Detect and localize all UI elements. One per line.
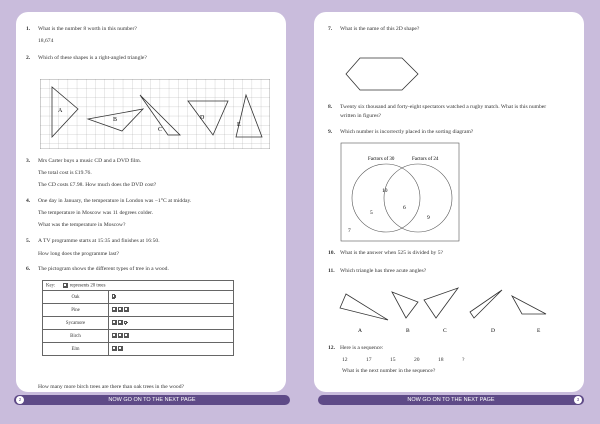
svg-text:D: D <box>491 328 495 334</box>
tree-icon <box>63 283 68 288</box>
key-label: Key: <box>46 283 56 289</box>
question-11: 11. Which triangle has three acute angles? <box>328 268 427 274</box>
sequence-item: 15 <box>390 357 396 363</box>
tree-icon <box>112 320 117 325</box>
svg-text:A: A <box>358 328 362 334</box>
svg-text:D: D <box>200 115 205 121</box>
svg-text:B: B <box>113 117 118 123</box>
tree-icon <box>118 333 123 338</box>
question-8: 8. Twenty six thousand and forty-eight spectators watched a rugby match. What is this number <box>328 104 547 110</box>
q5-line-2: How long does the programme last? <box>38 251 119 257</box>
triangle-d <box>470 290 502 318</box>
key-text: represents 20 trees <box>69 283 106 289</box>
right-page <box>314 12 584 392</box>
pictogram-table <box>42 280 234 356</box>
q12-line-2: What is the next number in the sequence? <box>342 368 436 374</box>
row-icons <box>109 291 234 304</box>
svg-text:5: 5 <box>370 210 373 216</box>
question-2: 2. Which of these shapes is a right-angled triangle? <box>26 55 147 61</box>
row-icons <box>109 330 234 343</box>
question-6: 6. The pictogram shows the different types of tree in a wood. <box>26 266 169 272</box>
triangle-e <box>512 296 546 314</box>
table-row <box>43 317 234 330</box>
footer-left <box>14 395 290 405</box>
hexagon-shape <box>344 54 424 94</box>
row-icons <box>109 317 234 330</box>
tree-icon <box>124 307 129 312</box>
sequence-item: 17 <box>366 357 372 363</box>
q6-question: How many more birch trees are there than oak trees in the wood? <box>38 384 185 390</box>
svg-text:B: B <box>406 328 410 334</box>
page-number: 2 <box>16 396 24 404</box>
svg-text:C: C <box>158 127 163 133</box>
question-10: 10. What is the answer when 525 is divided by 5? <box>328 250 443 256</box>
sequence-item: 20 <box>414 357 420 363</box>
tree-icon <box>112 333 117 338</box>
footer-text: NOW GO ON TO THE NEXT PAGE <box>108 397 196 403</box>
question-3: 3. Mrs Carter buys a music CD and a DVD film. <box>26 158 142 164</box>
triangle-grid <box>40 79 270 149</box>
triangle-a <box>340 294 388 320</box>
sequence-item: 18 <box>438 357 444 363</box>
svg-text:A: A <box>58 108 63 114</box>
sequence-row <box>342 357 486 364</box>
table-row <box>43 304 234 317</box>
question-5: 5. A TV programme starts at 15:35 and finishes at 16:50. <box>26 238 160 244</box>
footer-text: NOW GO ON TO THE NEXT PAGE <box>407 397 495 403</box>
triangle-b <box>392 292 418 318</box>
row-label: Sycamore <box>43 317 109 330</box>
svg-text:E: E <box>537 328 541 334</box>
q8-line-2: written in figures? <box>340 113 382 119</box>
q3-line-3: The CD costs £7.98. How much does the DVD cost? <box>38 182 157 188</box>
tree-icon <box>124 333 129 338</box>
question-9: 9. Which number is incorrectly placed in the sorting diagram? <box>328 129 474 135</box>
row-label: Birch <box>43 330 109 343</box>
q4-line-3: What was the temperature in Moscow? <box>38 222 126 228</box>
q4-line-2: The temperature in Moscow was 11 degrees colder. <box>38 210 154 216</box>
page-number: 3 <box>574 396 582 404</box>
svg-text:7: 7 <box>348 228 351 234</box>
svg-text:C: C <box>443 328 447 334</box>
acute-triangles <box>336 282 576 337</box>
tree-icon <box>118 320 123 325</box>
left-page <box>16 12 286 392</box>
question-4: 4. One day in January, the temperature in London was −1°C at midday. <box>26 198 192 204</box>
table-row <box>43 291 234 304</box>
tree-icon <box>112 346 117 351</box>
sequence-item: 12 <box>342 357 348 363</box>
question-12: 12. Here is a sequence: <box>328 345 384 351</box>
question-1: 1. What is the number 8 worth in this number? <box>26 26 137 32</box>
tree-icon <box>124 321 127 324</box>
q1-number: 18,674 <box>38 38 54 44</box>
svg-text:9: 9 <box>427 215 430 221</box>
tree-icon <box>118 307 123 312</box>
row-icons <box>109 343 234 356</box>
sequence-item: ? <box>462 357 465 363</box>
row-label: Oak <box>43 291 109 304</box>
row-icons <box>109 304 234 317</box>
row-label: Pine <box>43 304 109 317</box>
svg-text:10: 10 <box>382 188 388 194</box>
q3-line-2: The total cost is £19.76. <box>38 170 92 176</box>
tree-icon <box>112 307 117 312</box>
tree-icon <box>112 294 115 299</box>
row-label: Elm <box>43 343 109 356</box>
triangle-c <box>424 288 458 318</box>
question-7: 7. What is the name of this 2D shape? <box>328 26 420 32</box>
table-row <box>43 330 234 343</box>
svg-text:E: E <box>237 122 241 128</box>
footer-right <box>318 395 584 405</box>
svg-text:Factors of 30: Factors of 30 <box>368 157 395 162</box>
svg-text:Factors of 24: Factors of 24 <box>412 157 439 162</box>
table-row <box>43 343 234 356</box>
pictogram-key-row <box>43 281 234 291</box>
venn-diagram <box>340 142 460 242</box>
tree-icon <box>118 346 123 351</box>
svg-text:6: 6 <box>403 205 406 211</box>
